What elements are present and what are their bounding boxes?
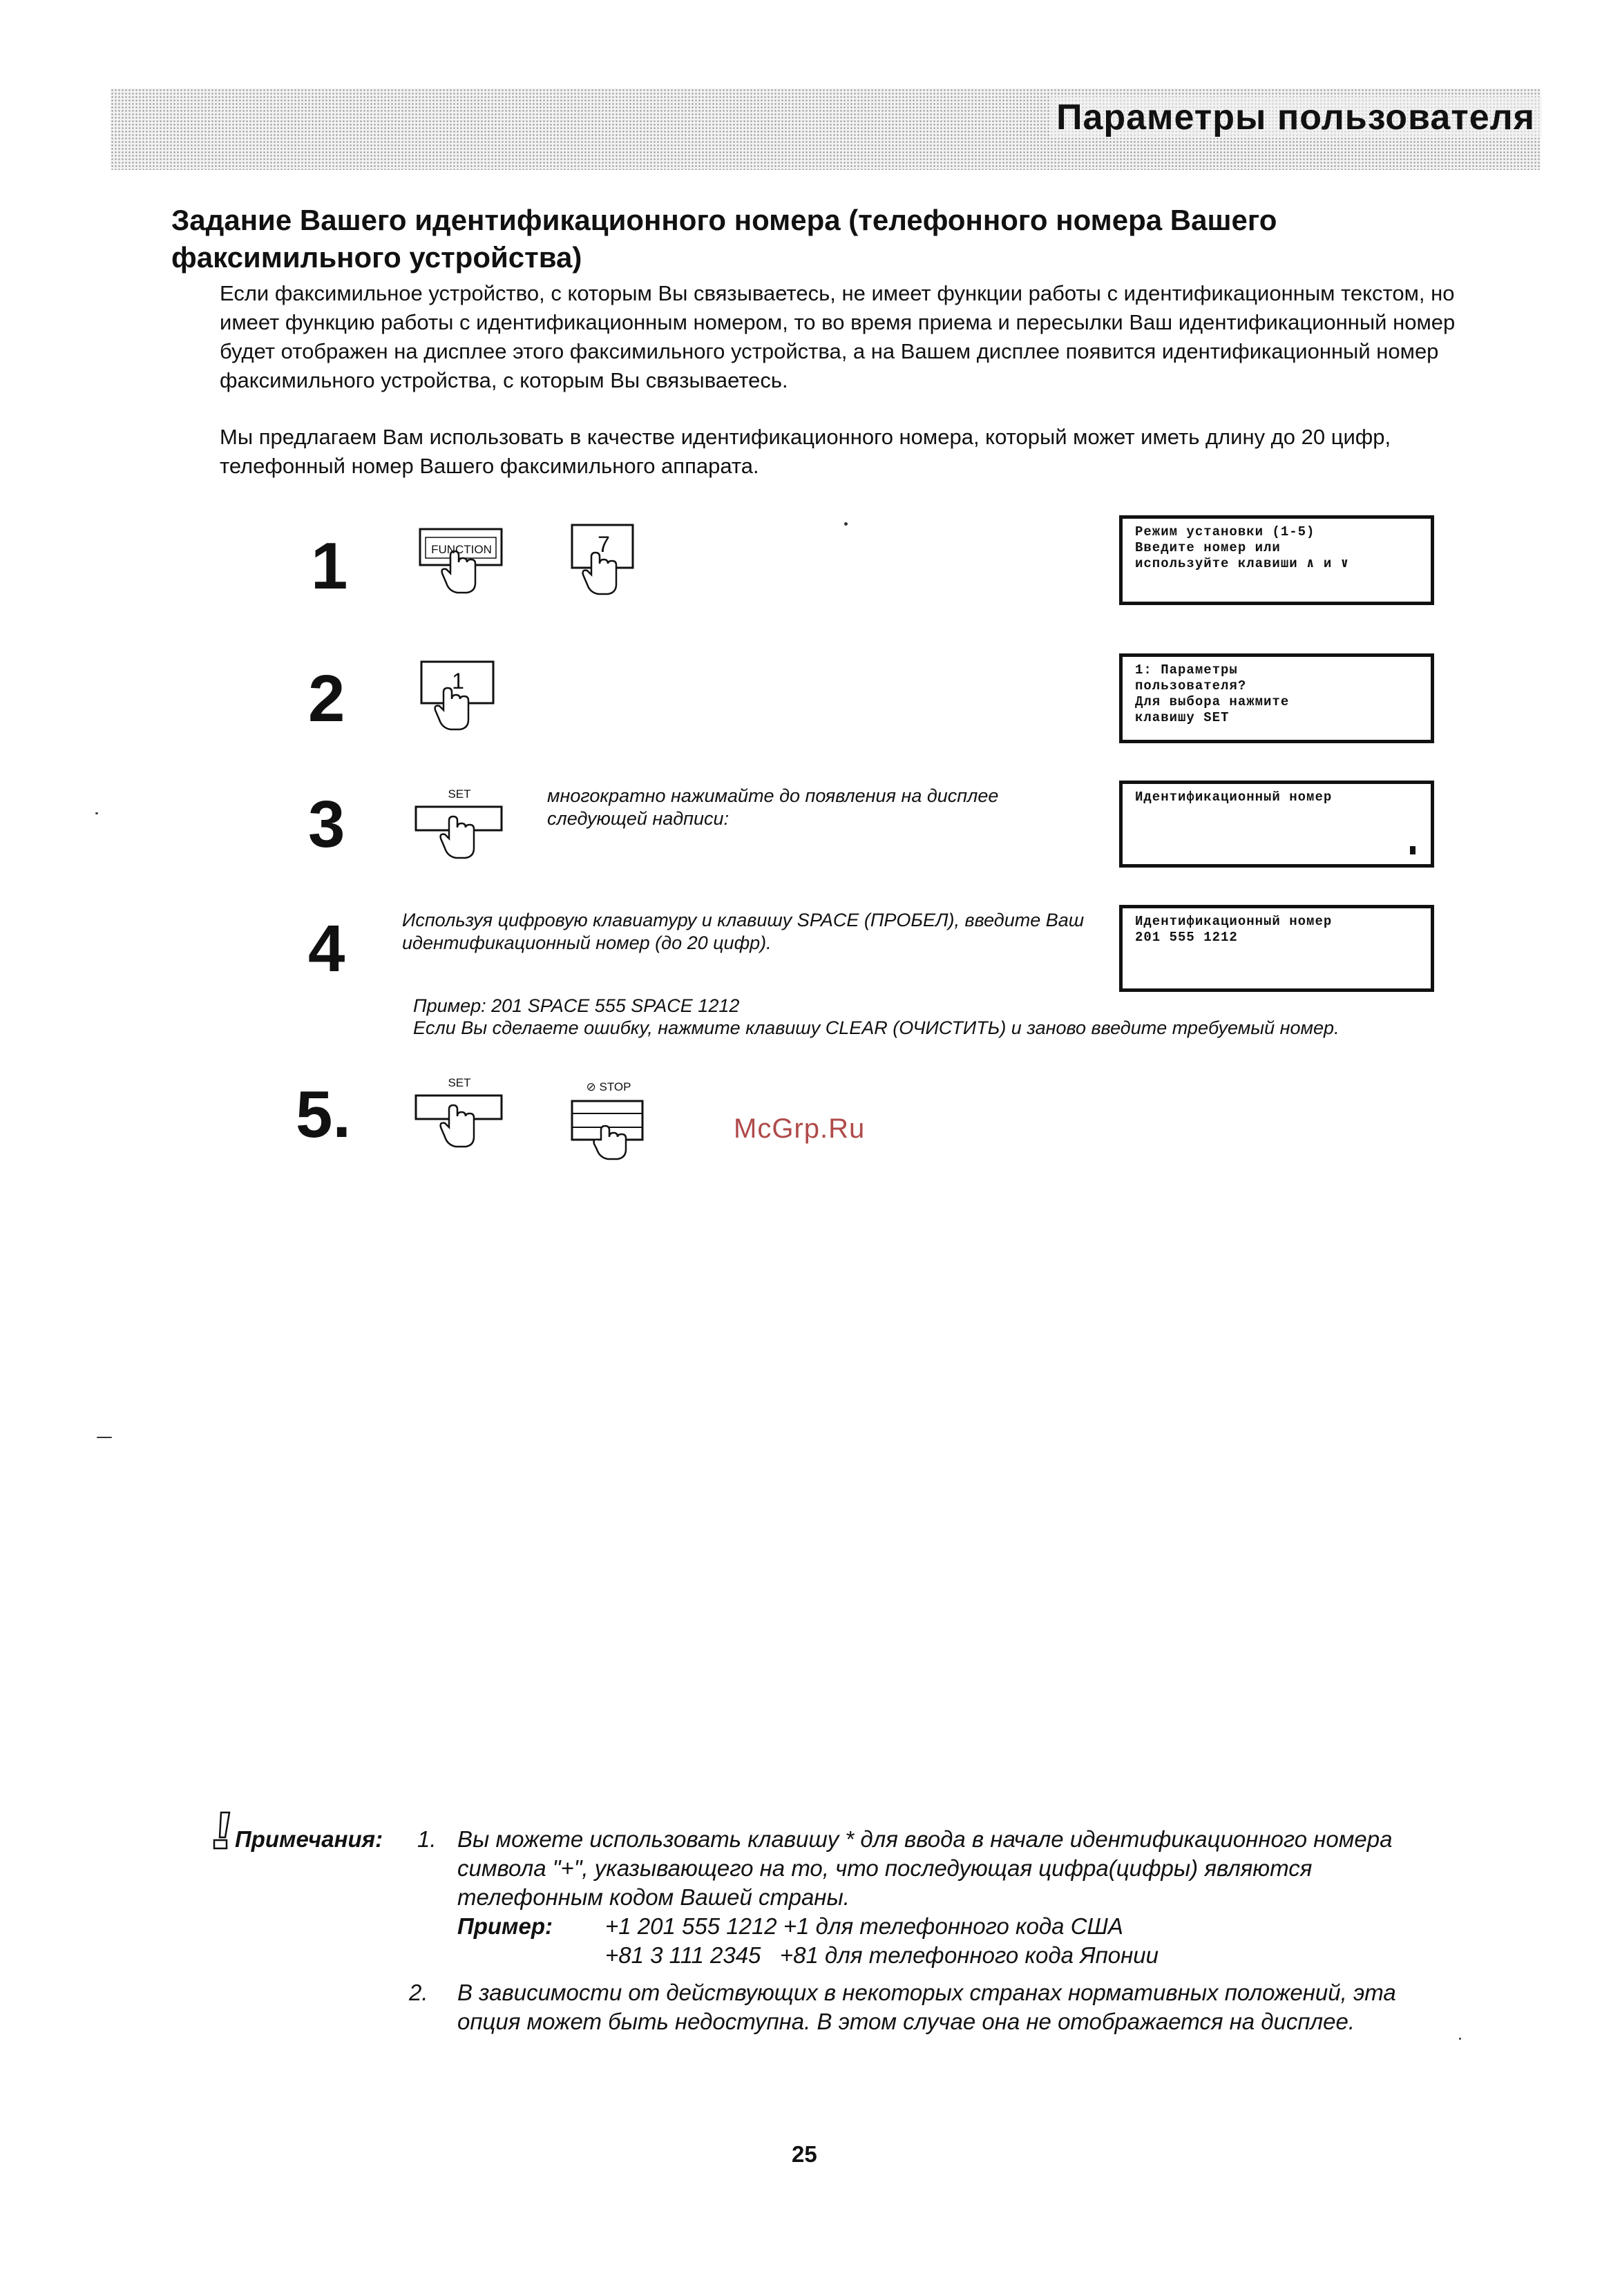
note-1-line-2: символа "+", указывающего на то, что последующая цифра(цифры) являются	[457, 1855, 1313, 1881]
scan-speck	[844, 522, 848, 526]
display-step-4	[1119, 905, 1434, 992]
digit-1-key-label: 1	[452, 669, 464, 693]
display-step-1-line-1: Режим установки (1-5)	[1135, 524, 1315, 539]
step-3-instruction: многократно нажимайте до появления на дисплее следующей надписи:	[547, 785, 999, 829]
scan-speck	[1459, 2038, 1461, 2040]
note-1-example-label: Пример:	[457, 1913, 553, 1939]
display-step-2-line-1: 1: Параметры	[1135, 662, 1238, 678]
intro-paragraph-2: Мы предлагаем Вам использовать в качестве идентификационного номера, который может иметь длину до 20 цифр, телефонный номер Вашего факсимильного аппарата.	[220, 425, 1391, 478]
set-key-label: SET	[448, 787, 471, 801]
note-1-index: 1.	[417, 1826, 437, 1852]
function-key-label: FUNCTION	[431, 543, 492, 556]
note-2-index: 2.	[409, 1980, 428, 2005]
note-2-text	[457, 1978, 1494, 2036]
page-header-title: Параметры пользователя	[1049, 97, 1542, 138]
display-step-1-line-2: Введите номер или	[1135, 540, 1281, 555]
stop-icon: ⊘	[586, 1080, 600, 1093]
note-1-line-3: телефонным кодом Вашей страны.	[457, 1884, 850, 1910]
set-key[interactable]	[414, 787, 504, 874]
set-key-final-label: SET	[448, 1076, 471, 1089]
display-step-3-line-1: Идентификационный номер	[1135, 790, 1333, 805]
display-step-2-line-3: Для выбора нажмите	[1135, 694, 1290, 709]
step-4-error-hint: Если Вы сделаете ошибку, нажмите клавишу CLEAR (ОЧИСТИТЬ) и заново введите требуемый номер.	[413, 1017, 1340, 1038]
display-cursor	[1410, 846, 1415, 854]
step-1-number: 1	[311, 529, 348, 603]
section-title: Задание Вашего идентификационного номера (телефонного номера Вашего факсимильного устройства)	[171, 204, 1277, 274]
step-4-instruction: Используя цифровую клавиатуру и клавишу SPACE (ПРОБЕЛ), введите Ваш идентификационный номер (до 20 цифр).	[402, 910, 1085, 953]
note-1-line-1: Вы можете использовать клавишу * для ввода в начале идентификационного номера	[457, 1826, 1393, 1852]
note-2-line-1: В зависимости от действующих в некоторых странах нормативных положений, эта	[457, 1980, 1396, 2005]
set-key-icon	[414, 805, 504, 874]
stop-key-icon	[571, 1100, 647, 1162]
display-step-4-line-1: Идентификационный номер	[1135, 914, 1333, 929]
step-5-number: 5.	[296, 1078, 352, 1151]
step-4-number: 4	[308, 912, 345, 986]
function-key[interactable]	[419, 528, 504, 597]
function-key-icon	[419, 528, 504, 597]
watermark: McGrp.Ru	[734, 1113, 866, 1144]
set-key-final[interactable]	[414, 1076, 504, 1163]
display-step-2-line-2: пользователя?	[1135, 678, 1247, 693]
display-step-2	[1119, 653, 1434, 743]
scan-speck	[97, 1437, 112, 1438]
page-number: 25	[792, 2141, 817, 2167]
stop-key-text: STOP	[599, 1080, 631, 1093]
note-2-line-2: опция может быть недоступна. В этом случае она не отображается на дисплее.	[457, 2009, 1355, 2034]
display-step-3	[1119, 781, 1434, 868]
scan-speck	[95, 812, 98, 814]
step-2-number: 2	[308, 662, 345, 736]
display-step-2-line-4: клавишу SET	[1135, 710, 1230, 725]
stop-key-label	[571, 1080, 647, 1094]
step-4-example: Пример: 201 SPACE 555 SPACE 1212	[413, 995, 740, 1016]
display-step-4-line-2: 201 555 1212	[1135, 930, 1238, 945]
digit-7-key-label: 7	[598, 532, 610, 557]
notes-label: Примечания:	[235, 1826, 383, 1852]
note-1-text	[457, 1825, 1494, 1912]
digit-7-key[interactable]	[571, 524, 637, 600]
intro-paragraph-1: Если факсимильное устройство, с которым Вы связываетесь, не имеет функции работы с идентификационным текстом, но имеет функцию работы с идентификационным номером, то во время приема и пересылки Ваш идентификационный номер будет отображен на дисплее этого факсимильного устройства, а на Вашем дисплее появится идентификационный номер факсимильного устройства, с которым Вы связываетесь.	[220, 281, 1456, 392]
display-step-1	[1119, 515, 1434, 605]
stop-key[interactable]	[571, 1080, 647, 1162]
set-key-final-icon	[414, 1094, 504, 1163]
note-1-example-2: +81 3 111 2345 +81 для телефонного кода Японии	[605, 1942, 1159, 1968]
digit-1-key[interactable]	[420, 660, 496, 736]
note-1-example-1: +1 201 555 1212 +1 для телефонного кода США	[605, 1913, 1123, 1939]
display-step-1-line-3: используйте клавиши ∧ и ∨	[1135, 556, 1350, 571]
step-3-number: 3	[308, 787, 345, 861]
